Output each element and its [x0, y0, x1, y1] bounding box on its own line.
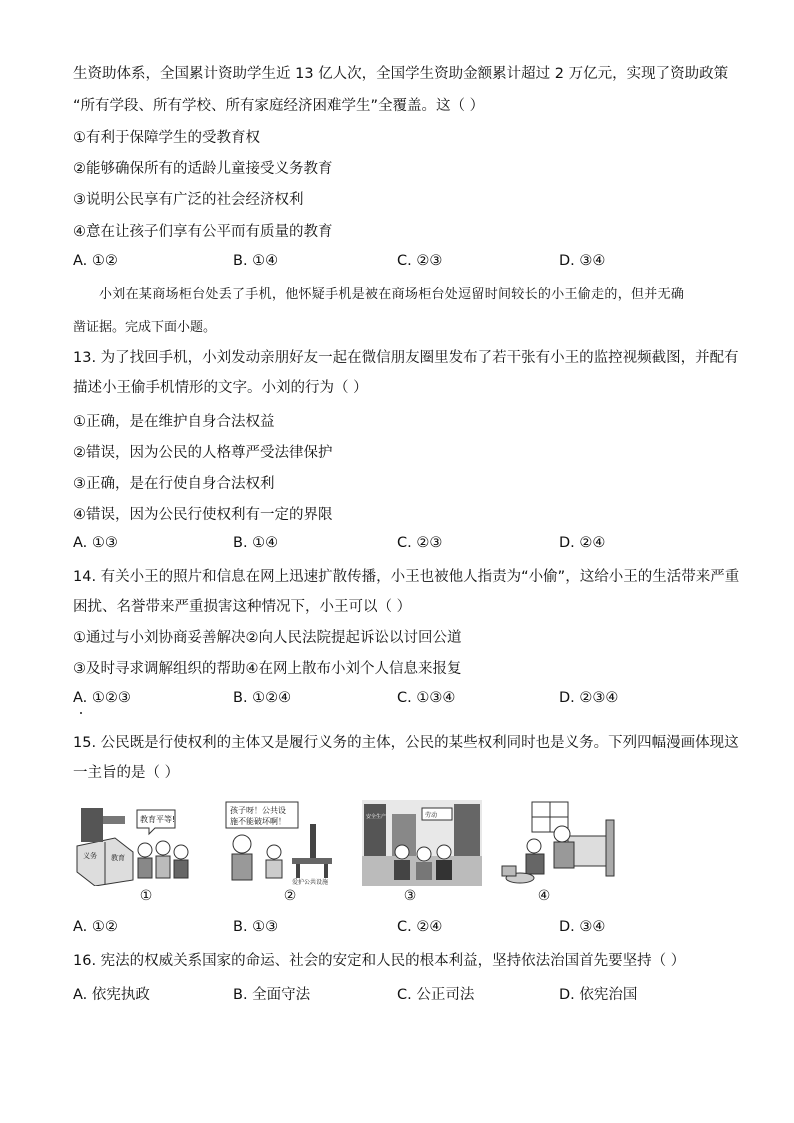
q14-text-line1: 14. 有关小王的照片和信息在网上迅速扩散传播，小王也被他人指责为“小偷”，这给小王的生活带来严重 — [73, 569, 740, 585]
comic-1-book-right: 教育 — [111, 854, 125, 862]
comic-1-bubble: 教育平等! — [140, 815, 176, 824]
q14-option-d[interactable]: D. ②③④ — [559, 690, 619, 706]
q14-options — [73, 690, 733, 710]
q16-option-c[interactable]: C. 公正司法 — [397, 987, 475, 1003]
q13-text-line2: 描述小王偷手机情形的文字。小刘的行为（ ） — [73, 380, 368, 396]
stray-dot — [80, 712, 82, 714]
q14-text-line2: 困扰、名誉带来严重损害这种情况下，小王可以（ ） — [73, 599, 412, 615]
q14-option-a[interactable]: A. ①②③ — [73, 690, 131, 706]
q12-statement-2: ②能够确保所有的适龄儿童接受义务教育 — [73, 161, 333, 177]
q13-option-a[interactable]: A. ①③ — [73, 535, 118, 551]
q15-option-a[interactable]: A. ①② — [73, 919, 118, 935]
q14-option-b[interactable]: B. ①②④ — [233, 690, 292, 706]
q16-option-a[interactable]: A. 依宪执政 — [73, 987, 150, 1003]
material-line1: 小刘在某商场柜台处丢了手机，他怀疑手机是被在商场柜台处逗留时间较长的小王偷走的，但并无确 — [99, 287, 685, 302]
q12-option-b[interactable]: B. ①④ — [233, 253, 279, 269]
comic-2-image — [222, 800, 342, 886]
q12-statement-3: ③说明公民享有广泛的社会经济权利 — [73, 192, 304, 208]
q14-statement-line1: ①通过与小刘协商妥善解决②向人民法院提起诉讼以讨回公道 — [73, 630, 462, 646]
q13-text-line1: 13. 为了找回手机，小刘发动亲朋好友一起在微信朋友圈里发布了若干张有小王的监控视频截图，并配有 — [73, 350, 739, 366]
comic-3-sign1: 安全生产 — [366, 814, 387, 820]
q12-text-line1: 生资助体系，全国累计资助学生近 13 亿人次，全国学生资助金额累计超过 2 万亿元，实现了资助政策 — [73, 66, 729, 82]
q15-option-b[interactable]: B. ①③ — [233, 919, 279, 935]
q13-option-b[interactable]: B. ①④ — [233, 535, 279, 551]
q12-options — [73, 253, 733, 273]
q14-statement-line2: ③及时寻求调解组织的帮助④在网上散布小刘个人信息来报复 — [73, 661, 462, 677]
q15-options — [73, 919, 733, 939]
q12-statement-4: ④意在让孩子们享有公平而有质量的教育 — [73, 224, 333, 240]
comic-4-label: ④ — [537, 888, 551, 904]
q13-statement-2: ②错误，因为公民的人格尊严受法律保护 — [73, 445, 333, 461]
comic-2-bubble-line1: 孩子呀！公共设 — [230, 806, 286, 815]
q16-options — [73, 983, 733, 1003]
q15-text-line2: 一主旨的是（ ） — [73, 765, 180, 781]
q13-statement-3: ③正确，是在行使自身合法权利 — [73, 476, 275, 492]
comic-2-caption: 爱护公共设施 — [292, 879, 329, 886]
q13-statement-4: ④错误，因为公民行使权利有一定的界限 — [73, 507, 333, 523]
comic-2-label: ② — [283, 888, 297, 904]
comic-1-label: ① — [139, 888, 153, 904]
q16-text-line1: 16. 宪法的权威关系国家的命运、社会的安定和人民的根本利益，坚持依法治国首先要坚持（ ） — [73, 953, 686, 969]
material-passage — [73, 280, 723, 310]
q16-option-b[interactable]: B. 全面守法 — [233, 987, 311, 1003]
q15-text-line1: 15. 公民既是行使权利的主体又是履行义务的主体，公民的某些权利同时也是义务。下列四幅漫画体现这 — [73, 735, 739, 751]
comic-4-image — [498, 800, 618, 886]
q13-statement-1: ①正确，是在维护自身合法权益 — [73, 414, 275, 430]
q12-option-d[interactable]: D. ③④ — [559, 253, 606, 269]
q16-option-d[interactable]: D. 依宪治国 — [559, 987, 638, 1003]
material-line2: 凿证据。完成下面小题。 — [73, 320, 217, 335]
q12-option-a[interactable]: A. ①② — [73, 253, 118, 269]
q13-option-d[interactable]: D. ②④ — [559, 535, 606, 551]
q15-option-d[interactable]: D. ③④ — [559, 919, 606, 935]
comic-3-image — [362, 800, 482, 886]
q14-option-c[interactable]: C. ①③④ — [397, 690, 456, 706]
q13-option-c[interactable]: C. ②③ — [397, 535, 443, 551]
q15-option-c[interactable]: C. ②④ — [397, 919, 443, 935]
comic-1-book-left: 义务 — [83, 852, 97, 860]
comic-3-sign2: 劳动 — [425, 812, 438, 819]
q13-options — [73, 535, 733, 555]
comic-2-bubble-line2: 施不能破坏啊！ — [230, 817, 286, 826]
q12-option-c[interactable]: C. ②③ — [397, 253, 443, 269]
comic-3-label: ③ — [403, 888, 417, 904]
q12-statement-1: ①有利于保障学生的受教育权 — [73, 130, 260, 146]
q12-text-line2: “所有学段、所有学校、所有家庭经济困难学生”全覆盖。这（ ） — [73, 98, 485, 114]
comic-1-image — [75, 800, 195, 886]
